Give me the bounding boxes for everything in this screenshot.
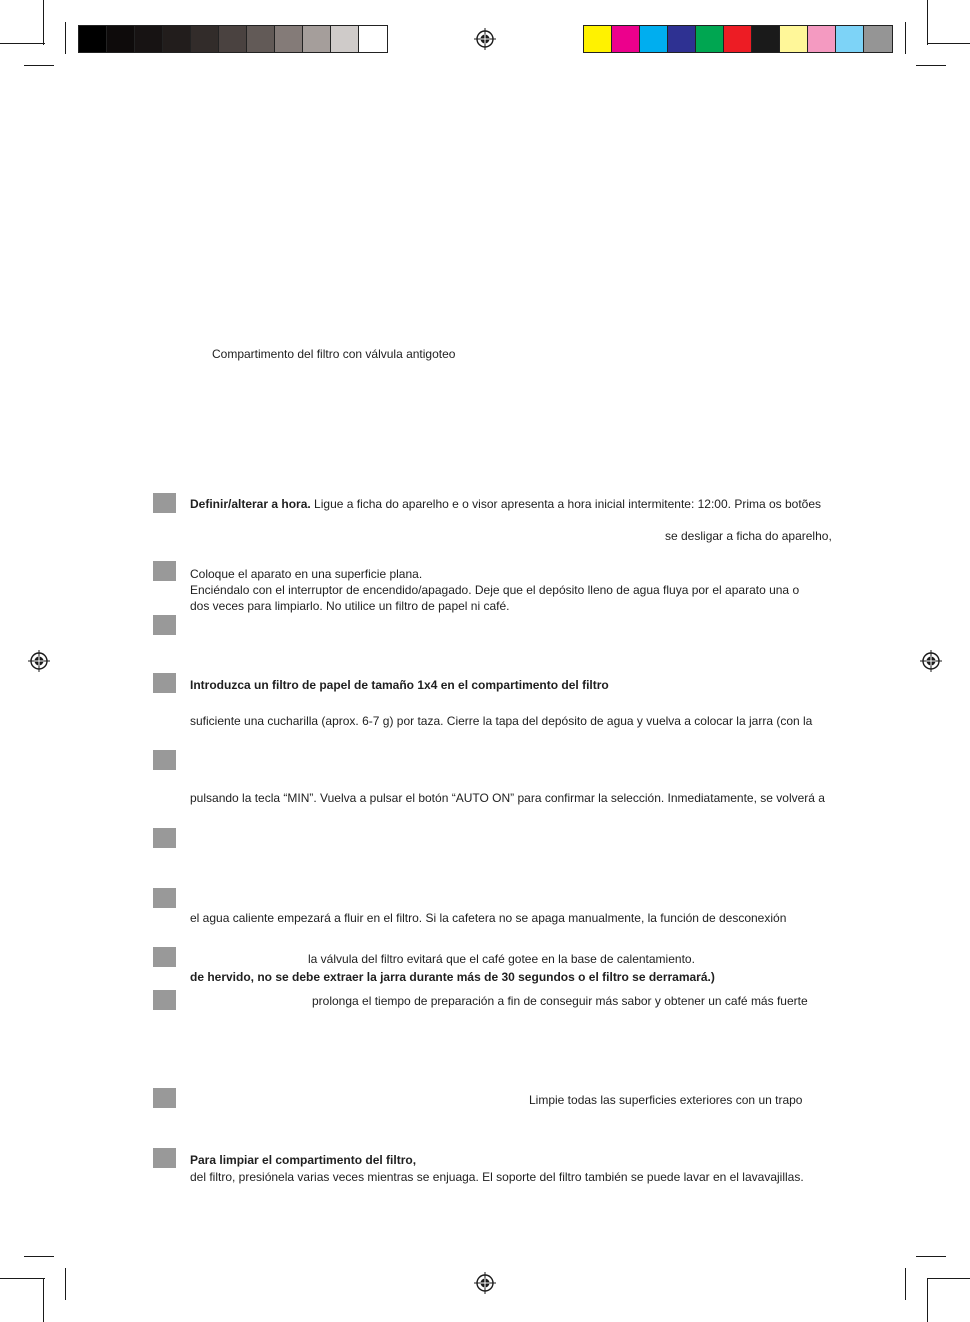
instruction-heading: Definir/alterar a hora. (190, 497, 311, 511)
color-swatch (359, 26, 387, 52)
color-swatch (612, 26, 640, 52)
registration-mark-icon (474, 28, 496, 50)
step-marker (153, 673, 176, 693)
color-swatch (191, 26, 219, 52)
step-marker (153, 493, 176, 513)
color-swatch (836, 26, 864, 52)
color-swatch (696, 26, 724, 52)
color-swatch (724, 26, 752, 52)
instruction-line: del filtro, presiónela varias veces mientras se enjuaga. El soporte del filtro también se puede lavar en el lavavajillas. (190, 1170, 804, 1184)
color-swatch (247, 26, 275, 52)
parts-label: Compartimento del filtro con válvula antigoteo (212, 347, 456, 361)
instruction-line: dos veces para limpiarlo. No utilice un filtro de papel ni café. (190, 599, 510, 613)
registration-mark-icon (28, 650, 50, 672)
instruction-line: la válvula del filtro evitará que el café gotee en la base de calentamiento. (308, 952, 695, 966)
grayscale-color-bar (78, 25, 388, 53)
color-swatch (275, 26, 303, 52)
step-marker (153, 1148, 176, 1168)
step-marker (153, 947, 176, 967)
instruction-line: Enciéndalo con el interruptor de encendido/apagado. Deje que el depósito lleno de agua fluya por el aparato una o (190, 583, 800, 597)
color-swatch (331, 26, 359, 52)
crop-mark (43, 1278, 44, 1322)
step-marker (153, 750, 176, 770)
crop-mark (0, 43, 45, 44)
color-swatch (303, 26, 331, 52)
color-swatch (668, 26, 696, 52)
color-swatch (135, 26, 163, 52)
crop-mark (927, 0, 928, 45)
color-swatch (79, 26, 107, 52)
instruction-line: se desligar a ficha do aparelho, (665, 529, 832, 543)
crop-mark (916, 1256, 946, 1257)
instruction-heading: Introduzca un filtro de papel de tamaño 1x4 en el compartimento del filtro (190, 678, 609, 692)
crop-mark (43, 0, 44, 45)
crop-mark (65, 1268, 66, 1300)
crop-mark (927, 43, 970, 44)
instruction-warning: de hervido, no se debe extraer la jarra durante más de 30 segundos o el filtro se derramará.) (190, 970, 715, 984)
color-swatch (584, 26, 612, 52)
instruction-line: Limpie todas las superficies exteriores con un trapo (529, 1093, 803, 1107)
instruction-line: Coloque el aparato en una superficie plana. (190, 567, 423, 581)
color-swatch (808, 26, 836, 52)
instruction-line: prolonga el tiempo de preparación a fin de conseguir más sabor y obtener un café más fuerte (312, 994, 808, 1008)
crop-mark (24, 65, 54, 66)
step-marker (153, 990, 176, 1010)
crop-mark (0, 1278, 45, 1279)
cmyk-color-bar (583, 25, 893, 53)
step-marker (153, 615, 176, 635)
instruction-line (190, 496, 821, 512)
color-swatch (640, 26, 668, 52)
color-swatch (864, 26, 892, 52)
instruction-line: el agua caliente empezará a fluir en el filtro. Si la cafetera no se apaga manualmente, la función de desconexión (190, 911, 787, 925)
step-marker (153, 1088, 176, 1108)
color-swatch (107, 26, 135, 52)
crop-mark (905, 22, 906, 54)
instruction-text: Ligue a ficha do aparelho e o visor apresenta a hora inicial intermitente: 12:00. Prima os botões (310, 497, 822, 511)
step-marker (153, 888, 176, 908)
instruction-line: suficiente una cucharilla (aprox. 6-7 g) por taza. Cierre la tapa del depósito de agua y vuelva a colocar la jarra (con la (190, 714, 813, 728)
crop-mark (24, 1256, 54, 1257)
registration-mark-icon (920, 650, 942, 672)
step-marker (153, 561, 176, 581)
crop-mark (927, 1278, 928, 1322)
instruction-heading: Para limpiar el compartimento del filtro, (190, 1153, 417, 1167)
color-swatch (752, 26, 780, 52)
crop-mark (905, 1268, 906, 1300)
crop-mark (927, 1278, 970, 1279)
color-swatch (219, 26, 247, 52)
registration-mark-icon (474, 1272, 496, 1294)
instruction-line: pulsando la tecla “MIN”. Vuelva a pulsar el botón “AUTO ON” para confirmar la selección. Inmediatamente, se volverá a (190, 791, 825, 805)
color-swatch (780, 26, 808, 52)
step-marker (153, 828, 176, 848)
color-swatch (163, 26, 191, 52)
crop-mark (916, 65, 946, 66)
crop-mark (65, 22, 66, 54)
